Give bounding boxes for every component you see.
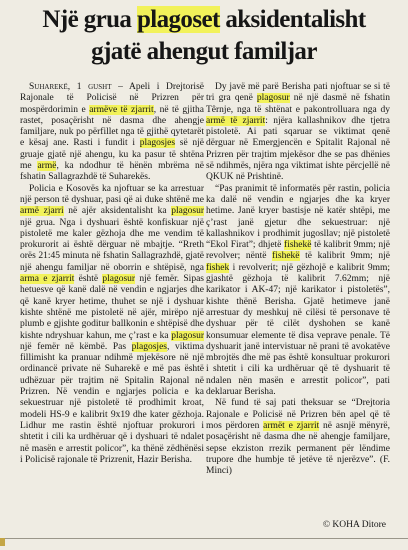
highlighted-term: armë: [37, 161, 57, 172]
highlighted-term: armë të zjarrit: [206, 115, 266, 126]
highlighted-term: armët e zjarrit: [263, 420, 320, 431]
text-run: është: [74, 274, 103, 285]
paragraph: [206, 184, 390, 399]
source-credit: © KOHA Ditore: [322, 520, 386, 530]
highlighted-term: plagosur: [102, 274, 136, 285]
highlighted-term: plagosur: [171, 330, 204, 341]
highlighted-term: armë zjarri: [20, 206, 64, 217]
paragraph: [20, 184, 204, 466]
text-run: “Pas pranimit të informatës për rastin, policia ka dalë në vendin e ngjarjes dhe ka kryer hetime. Janë kryer bastisje në katër shtëpi, me ç’rast janë gjetur dhe sekuestruar: një kallashnikov i prodhimit jugosllav; një pistoletë “Ekol Firat”; dhjetë: [206, 183, 390, 251]
text-run: , në të gjitha rastet, posaçërisht në dasma dhe ahengje familjare, nuk po përfillet nga të gjithë qytetarët e kësaj ane. Rasti i fundit i: [20, 104, 204, 149]
highlighted-term: fishekë: [272, 251, 300, 262]
text-run: një femër. Sipas hetuesve që kanë dalë në vendin e ngjarjes dhe që kanë kryer hetime, thuhet se një i dyshuar kishte shtënë me pistoletë në ajër, mirëpo një plumb e gjishte goditur ballkonin e shtëpisë dhe kishte ndryshuar kahun, me ç’rast e ka: [20, 274, 204, 341]
highlighted-term: plagosur: [256, 93, 290, 104]
text-run: , viktima fillimisht ka pranuar ndihmë mjekësore në një ordinancë private në Suharekë e më pas është udhëzuar për trajtim në Spitalin Rajonal në Prizren. Në vendin e ngjarjes policia e ka sekuestruar një pistoletë të prodhimit kroat, modeli HS-9 e kalibrit 9x19 dhe kater gëzhoja. Lidhur me rastin është njoftuar prokurori i shtetit i cili ka urdhëruar që i dyshuari të ndalet në masën e arrestit policor”, ka thënë zëdhënësi i Policisë rajonale të Prizrenit, Hazir Berisha.: [20, 341, 204, 465]
highlighted-term: fishekë: [284, 240, 312, 251]
headline-text-pre: Një grua: [42, 6, 137, 33]
highlighted-term: arma e zjarrit: [20, 274, 75, 285]
text-run: Policia e Kosovës ka njoftuar se ka arrestuar një person të dyshuar, pasi që ai duke shtënë me: [20, 183, 204, 205]
text-run: Në fund të saj pati theksuar se “Drejtoria Rajonale e Policisë në Prizren bën apel që të mos përdoren: [206, 398, 390, 431]
highlighted-term: plagosjes: [139, 138, 176, 149]
bottom-divider: [0, 538, 408, 539]
text-run: në ajër aksidentalisht ka: [63, 206, 172, 217]
highlighted-term: armëve të zjarrit: [89, 104, 154, 115]
paragraph: [206, 82, 390, 184]
headline-text-post: aksidentalisht: [219, 6, 366, 33]
text-run: – Apeli i Drejtorisë Rajonale të Policisë në Prizren për mospërdorimin e: [20, 82, 204, 115]
headline-line-2: gjatë ahengut familjar: [91, 38, 317, 65]
dateline: Suharekë, 1 gusht: [29, 82, 112, 92]
text-run: në asnjë mënyrë, posaçërisht në dasma dhe në ahengje familjare, sepse ekziston rrezik permanent për lëndime trupore dhe humbje të jetëve të njerëzve”. (F. Minci): [206, 420, 390, 477]
text-run: , ka ndodhur të hënën mbrëma në fshatin Sallagrazhdë të Suharekës.: [20, 161, 205, 183]
text-run: i revolverit; një gëzhojë e kalibrit 9mm; gjashtë gëzhoja të kalibrit 7.62mm; një karikator i AK-47; një karikator i pistoletës”, kishte thënë Berisha. Gjatë hetimeve janë arrestuar dy meshkuj në cilësi të personave të dyshuar për të cilët dyshohen se kanë konsumuar elemente të disa veprave penale. Të dyshuarit janë intervistuar në prani të avokatëve mbrojtës dhe më pas është konsultuar prokurori i shtetit i cili ka urdhëruar që të dyshuarit të ndalen nën masën e arrestit policor”, pati deklaruar Berisha.: [206, 262, 390, 398]
headline-line-1: [0, 6, 408, 34]
paragraph: [20, 82, 204, 184]
article-column-left: [20, 82, 204, 466]
text-run: : njëra kallashnikov dhe tjetra pistoletë. Ai pati sqaruar se viktimat qenë dërguar në Emergjencën e Spitalit Rajonal në Prizren për trajtim mjekësor dhe se pas dhënies së ndihmës, njëra nga viktimat ishte përcjellë në QKUK në Prishtinë.: [206, 115, 390, 183]
highlighted-term: fishek: [206, 262, 230, 273]
text-run: një grua. Nga i dyshuari është konfiskuar një pistoletë me kaler gëzhoja dhe me vendim të prokurorit ai është dërguar në mbajtje. “Rreth orës 21:45 minuta në fshatin Sallagrazhdë, gjatë një ahengu familjar në oborrin e shtëpisë, nga: [20, 217, 204, 273]
text-run: një femër në këmbë. Pas: [20, 341, 132, 352]
text-run: të kalibrit 9mm; një revolver; nëntë: [206, 240, 391, 262]
text-run: të kalibrit 9mm; një: [299, 251, 390, 262]
text-run: së një gruaje gjatë një ahengu, ku ka pasur të shtëna me: [20, 138, 205, 172]
text-run: në një dasmë në fshatin Têrnje, nga të shtënat e pakontrolluara nga dy: [206, 93, 390, 115]
highlighted-term: plagosjes: [131, 341, 167, 352]
article-column-right: [206, 82, 390, 477]
text-run: Dy javë më parë Berisha pati njoftuar se si të tri gra qenë: [206, 82, 390, 104]
headline-highlight: plagoset: [136, 6, 220, 33]
highlighted-term: plagosur: [171, 206, 204, 217]
paragraph: [206, 398, 390, 477]
edge-marker: [0, 538, 5, 546]
